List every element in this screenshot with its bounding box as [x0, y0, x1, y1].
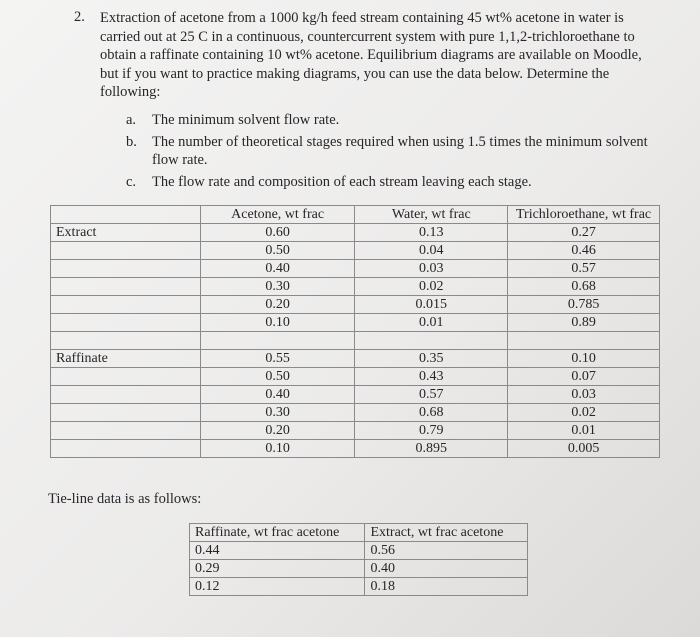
table-cell: 0.10: [200, 440, 355, 458]
tie-line-intro: Tie-line data is as follows:: [48, 491, 202, 507]
table-cell: 0.57: [508, 260, 660, 278]
table-cell: [51, 296, 201, 314]
table-row: [51, 440, 660, 458]
phase-label-raffinate: Raffinate: [51, 350, 201, 368]
table-cell: 0.18: [365, 578, 528, 596]
table-header-row: [51, 206, 660, 224]
header-cell: [51, 206, 201, 224]
table-cell: 0.56: [365, 542, 528, 560]
table-cell: 0.40: [365, 560, 528, 578]
table-cell: [51, 404, 201, 422]
table-row: [190, 578, 528, 596]
part-label: a.: [126, 112, 137, 128]
table-cell: 0.40: [200, 260, 355, 278]
table-cell: 0.50: [200, 242, 355, 260]
table-cell: 0.60: [200, 224, 355, 242]
table-cell: 0.015: [355, 296, 508, 314]
prompt-line: following:: [100, 84, 161, 100]
table-cell: [200, 332, 355, 350]
table-cell: 0.29: [190, 560, 365, 578]
table-cell: 0.43: [355, 368, 508, 386]
table-cell: 0.89: [508, 314, 660, 332]
table-row: [51, 224, 660, 242]
table-cell: [508, 332, 660, 350]
part-label: b.: [126, 134, 137, 150]
table-cell: 0.68: [355, 404, 508, 422]
table-row: [51, 368, 660, 386]
prompt-line: Extraction of acetone from a 1000 kg/h feed stream containing 45 wt% acetone in water is: [100, 10, 624, 26]
table-row: [51, 386, 660, 404]
part-text: The flow rate and composition of each stream leaving each stage.: [152, 174, 532, 190]
table-cell: 0.10: [508, 350, 660, 368]
table-spacer-row: [51, 332, 660, 350]
table-cell: 0.12: [190, 578, 365, 596]
table-cell: 0.27: [508, 224, 660, 242]
table-cell: [51, 242, 201, 260]
table-cell: [51, 422, 201, 440]
table-row: [190, 542, 528, 560]
table-cell: 0.30: [200, 404, 355, 422]
table-row: [51, 296, 660, 314]
table-cell: [355, 332, 508, 350]
table-cell: 0.07: [508, 368, 660, 386]
part-text: The minimum solvent flow rate.: [152, 112, 340, 128]
table-cell: 0.02: [508, 404, 660, 422]
table-cell: 0.20: [200, 296, 355, 314]
table-cell: [51, 440, 201, 458]
table-cell: [51, 314, 201, 332]
table-cell: 0.68: [508, 278, 660, 296]
table-cell: 0.005: [508, 440, 660, 458]
table-row: [51, 422, 660, 440]
question-number: 2.: [74, 9, 85, 25]
table-cell: 0.01: [355, 314, 508, 332]
table-row: [190, 560, 528, 578]
table-cell: [51, 332, 201, 350]
part-text: The number of theoretical stages required when using 1.5 times the minimum solvent: [152, 134, 648, 150]
table-cell: 0.50: [200, 368, 355, 386]
table-row: [51, 350, 660, 368]
table-row: [51, 260, 660, 278]
table-cell: 0.20: [200, 422, 355, 440]
table-cell: 0.03: [508, 386, 660, 404]
table-cell: 0.40: [200, 386, 355, 404]
table-cell: 0.30: [200, 278, 355, 296]
equilibrium-data-table: [50, 205, 660, 458]
part-label: c.: [126, 174, 137, 190]
table-cell: 0.785: [508, 296, 660, 314]
table-cell: [51, 260, 201, 278]
tie-line-table: [189, 523, 528, 596]
table-cell: 0.01: [508, 422, 660, 440]
phase-label-extract: Extract: [51, 224, 201, 242]
table-cell: [51, 368, 201, 386]
table-row: [51, 242, 660, 260]
table-cell: 0.02: [355, 278, 508, 296]
table-cell: 0.895: [355, 440, 508, 458]
header-acetone: Acetone, wt frac: [200, 206, 355, 224]
table-cell: 0.57: [355, 386, 508, 404]
prompt-line: but if you want to practice making diagrams, you can use the data below. Determine the: [100, 65, 610, 82]
header-trichloroethane: Trichloroethane, wt frac: [508, 206, 660, 224]
header-extract: Extract, wt frac acetone: [365, 524, 528, 542]
part-text: flow rate.: [152, 152, 208, 168]
table-cell: [51, 386, 201, 404]
table-row: [51, 404, 660, 422]
table-cell: 0.13: [355, 224, 508, 242]
question-prompt: [100, 9, 660, 102]
table-cell: 0.04: [355, 242, 508, 260]
prompt-line: carried out at 25 C in a continuous, countercurrent system with pure 1,1,2-trichloroethane to: [100, 28, 635, 45]
table-cell: 0.03: [355, 260, 508, 278]
table-row: [51, 314, 660, 332]
table-cell: 0.35: [355, 350, 508, 368]
table-cell: 0.44: [190, 542, 365, 560]
table-cell: 0.46: [508, 242, 660, 260]
table-cell: 0.55: [200, 350, 355, 368]
table-cell: [51, 278, 201, 296]
header-water: Water, wt frac: [355, 206, 508, 224]
prompt-line: obtain a raffinate containing 10 wt% acetone. Equilibrium diagrams are available on Moodle,: [100, 47, 642, 63]
header-raffinate: Raffinate, wt frac acetone: [190, 524, 365, 542]
table-cell: 0.79: [355, 422, 508, 440]
table-header-row: [190, 524, 528, 542]
table-row: [51, 278, 660, 296]
table-cell: 0.10: [200, 314, 355, 332]
